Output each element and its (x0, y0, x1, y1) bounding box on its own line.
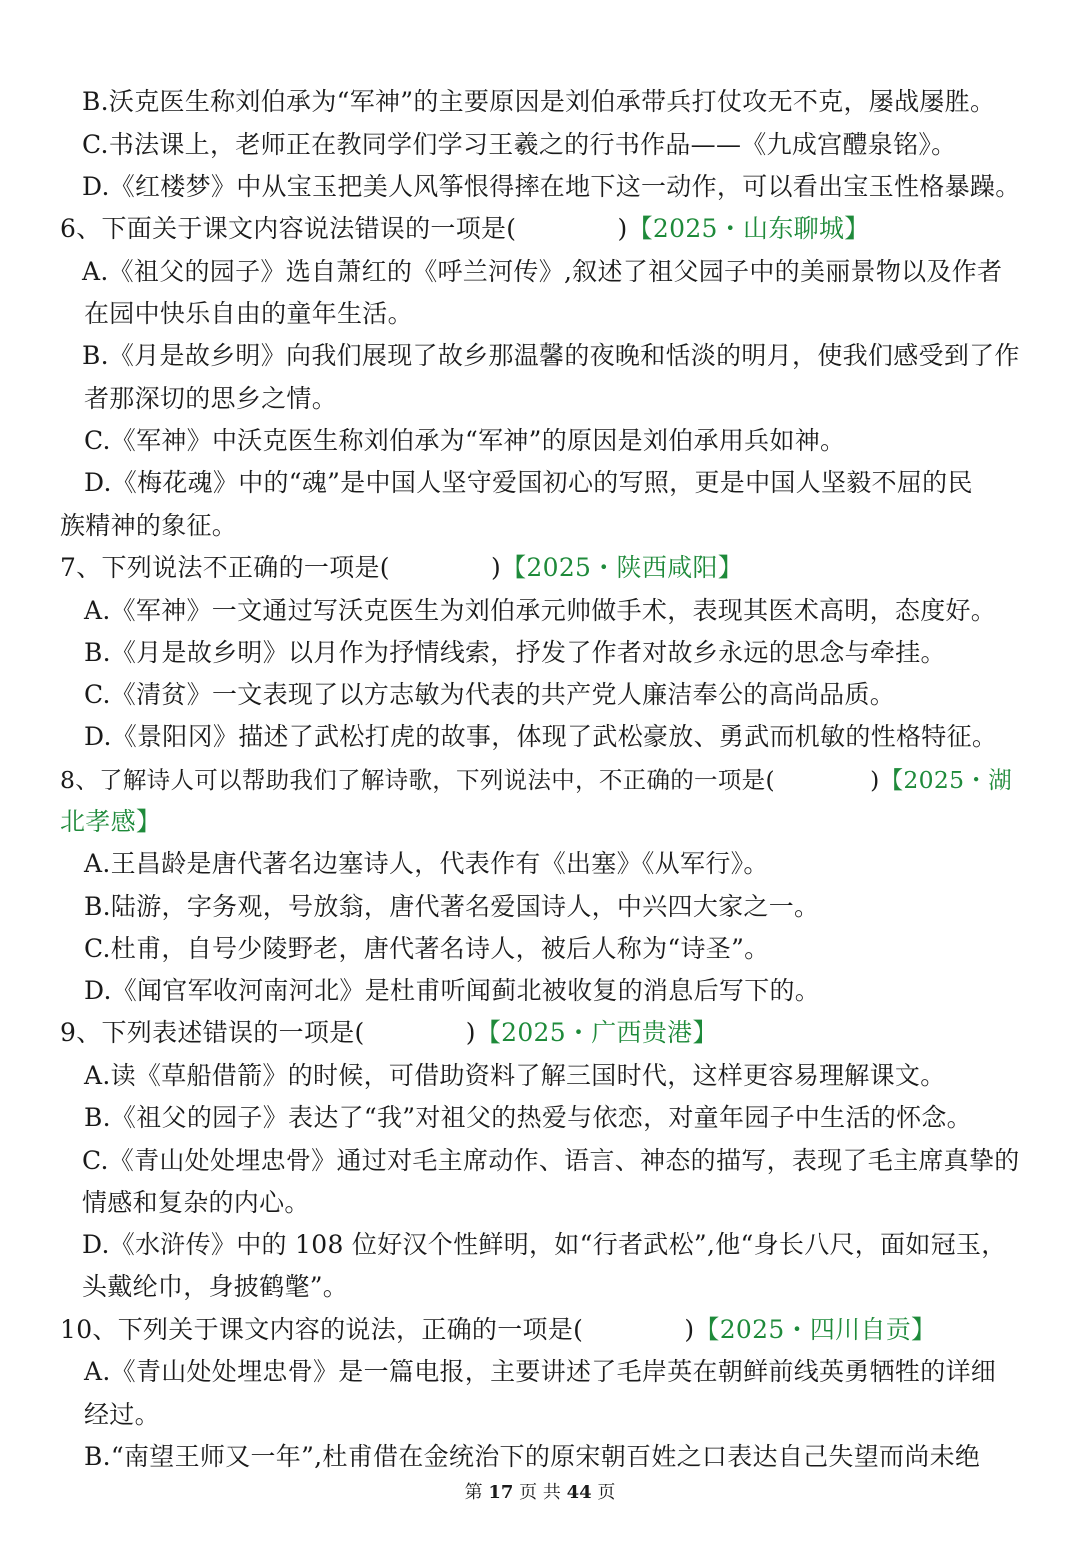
footer-total-pages: 44 (566, 1482, 592, 1503)
q8-option-a: A.王昌龄是唐代著名边塞诗人，代表作有《出塞》《从军行》。 (84, 849, 769, 878)
q10-stem: 10、下列关于课文内容的说法，正确的一项是( ) (60, 1315, 695, 1344)
q9-option-a: A.读《草船借箭》的时候，可借助资料了解三国时代，这样更容易理解课文。 (84, 1061, 946, 1090)
q9-source-tag: 【2025・广西贵港】 (475, 1018, 718, 1047)
q8-option-d: D.《闻官军收河南河北》是杜甫听闻蓟北被收复的消息后写下的。 (84, 976, 821, 1005)
q10-option-a: A.《青山处处埋忠骨》是一篇电报，主要讲述了毛岸英在朝鲜前线英勇牺牲的详细 (84, 1357, 997, 1386)
footer-prefix: 第 (464, 1482, 483, 1503)
q5-option-b: B.沃克医生称刘伯承为“军神”的主要原因是刘伯承带兵打仗攻无不克，屡战屡胜。 (82, 87, 996, 116)
q6-option-b-cont: 者那深切的思乡之情。 (84, 384, 338, 413)
q7-option-c: C.《清贫》一文表现了以方志敏为代表的共产党人廉洁奉公的高尚品质。 (84, 680, 896, 709)
q9-option-d: D.《水浒传》中的 108 位好汉个性鲜明，如“行者武松”,他“身长八尺，面如冠玉， (82, 1230, 1007, 1259)
q10-option-b: B.“南望王师又一年”,杜甫借在金统治下的原宋朝百姓之口表达自己失望而尚未绝 (84, 1442, 981, 1471)
footer-mid: 页 共 (519, 1482, 561, 1503)
q5-option-c: C.书法课上，老师正在教同学们学习王羲之的行书作品——《九成宫醴泉铭》。 (82, 130, 957, 159)
q8-source-tag-cont: 北孝感】 (60, 807, 162, 836)
q9-option-c: C.《青山处处埋忠骨》通过对毛主席动作、语言、神态的描写，表现了毛主席真挚的 (82, 1146, 1020, 1175)
q6-option-b: B.《月是故乡明》向我们展现了故乡那温馨的夜晚和恬淡的明月，使我们感受到了作 (82, 341, 1020, 370)
q10-stem-line (60, 1315, 936, 1345)
q10-option-a-cont: 经过。 (84, 1400, 160, 1429)
q9-stem: 9、下列表述错误的一项是( ) (60, 1018, 476, 1047)
q6-option-d: D.《梅花魂》中的“魂”是中国人坚守爱国初心的写照，更是中国人坚毅不屈的民 (84, 468, 973, 497)
q6-stem: 6、下面关于课文内容说法错误的一项是( ) (60, 214, 628, 243)
q9-option-d-cont: 头戴纶巾，身披鹤氅”。 (82, 1272, 349, 1301)
q9-option-b: B.《祖父的园子》表达了“我”对祖父的热爱与依恋，对童年园子中生活的怀念。 (84, 1103, 972, 1132)
q8-source-tag: 【2025・湖 (879, 766, 1012, 794)
q7-option-b: B.《月是故乡明》以月作为抒情线索，抒发了作者对故乡永远的思念与牵挂。 (84, 638, 946, 667)
q6-source-tag: 【2025・山东聊城】 (627, 214, 870, 243)
q6-option-a: A.《祖父的园子》选自萧红的《呼兰河传》,叙述了祖父园子中的美丽景物以及作者 (82, 257, 1003, 286)
q6-option-d-cont: 族精神的象征。 (60, 511, 238, 540)
q7-option-d: D.《景阳冈》描述了武松打虎的故事，体现了武松豪放、勇武而机敏的性格特征。 (84, 722, 998, 751)
q8-option-c: C.杜甫，自号少陵野老，唐代著名诗人，被后人称为“诗圣”。 (84, 934, 770, 963)
q9-option-c-cont: 情感和复杂的内心。 (82, 1188, 310, 1217)
q8-stem-line (60, 765, 1012, 795)
footer-suffix: 页 (597, 1482, 616, 1503)
q6-option-a-cont: 在园中快乐自由的童年生活。 (84, 299, 413, 328)
page-footer (0, 1481, 1080, 1505)
q10-source-tag: 【2025・四川自贡】 (694, 1315, 937, 1344)
q6-option-c: C.《军神》中沃克医生称刘伯承为“军神”的原因是刘伯承用兵如神。 (84, 426, 846, 455)
q7-stem-line (60, 553, 743, 583)
q8-stem: 8、了解诗人可以帮助我们了解诗歌，下列说法中，不正确的一项是( ) (60, 766, 880, 794)
q7-source-tag: 【2025・陕西咸阳】 (501, 553, 744, 582)
q9-stem-line (60, 1018, 718, 1048)
q5-option-d: D.《红楼梦》中从宝玉把美人风筝恨得摔在地下这一动作，可以看出宝玉性格暴躁。 (82, 172, 1021, 201)
q7-option-a: A.《军神》一文通过写沃克医生为刘伯承元帅做手术，表现其医术高明，态度好。 (84, 596, 997, 625)
q7-stem: 7、下列说法不正确的一项是( ) (60, 553, 502, 582)
q6-stem-line (60, 214, 870, 244)
q8-option-b: B.陆游，字务观，号放翁，唐代著名爱国诗人，中兴四大家之一。 (84, 892, 820, 921)
footer-page-number: 17 (488, 1482, 514, 1503)
